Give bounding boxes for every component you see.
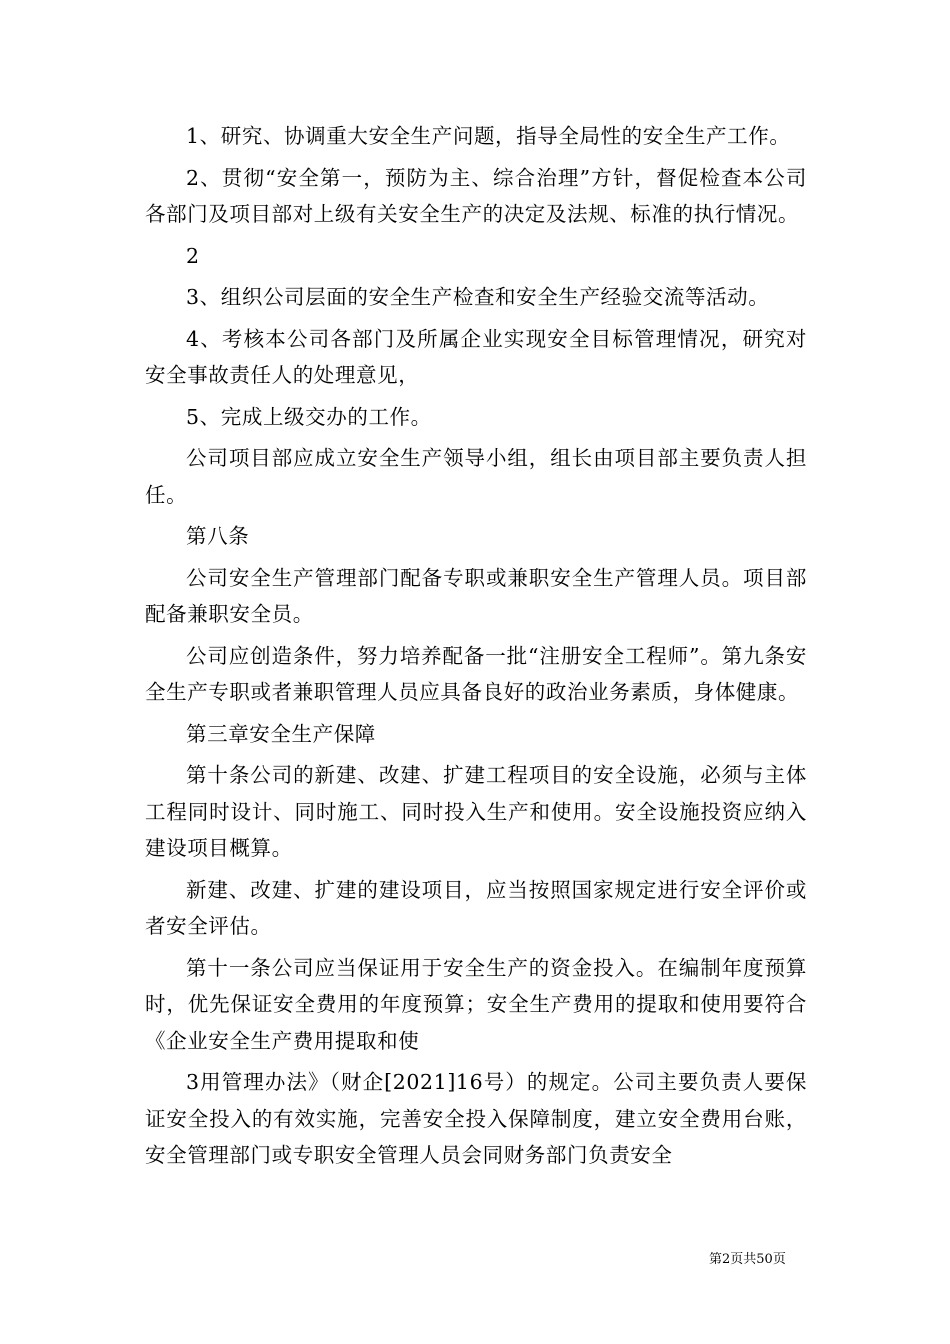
paragraph: 公司项目部应成立安全生产领导小组，组长由项目部主要负责人担任。: [145, 446, 807, 507]
paragraph: 4、考核本公司各部门及所属企业实现安全目标管理情况，研究对安全事故责任人的处理意见，: [145, 326, 807, 387]
page-number: 第2页共50页: [709, 1252, 786, 1267]
paragraph: 新建、改建、扩建的建设项目，应当按照国家规定进行安全评价或者安全评估。: [145, 877, 807, 938]
paragraph: 2: [186, 243, 200, 268]
chapter-heading: 第三章安全生产保障: [186, 721, 376, 746]
paragraph: 公司安全生产管理部门配备专职或兼职安全生产管理人员。项目部配备兼职安全员。: [145, 565, 807, 626]
paragraph: 1、研究、协调重大安全生产问题，指导全局性的安全生产工作。: [186, 124, 791, 148]
paragraph: 第十一条公司应当保证用于安全生产的资金投入。在编制年度预算时，优先保证安全费用的年度预算；安全生产费用的提取和使用要符合《企业安全生产费用提取和使: [145, 955, 807, 1053]
document-body: [145, 118, 807, 1179]
paragraph: 5、完成上级交办的工作。: [186, 404, 432, 429]
paragraph: 2、贯彻“安全第一，预防为主、综合治理”方针，督促检查本公司各部门及项目部对上级有关安全生产的决定及法规、标准的执行情况。: [145, 165, 807, 226]
paragraph: 公司应创造条件，努力培养配备一批“注册安全工程师”。第九条安全生产专职或者兼职管理人员应具备良好的政治业务素质，身体健康。: [145, 643, 807, 704]
paragraph: 3、组织公司层面的安全生产检查和安全生产经验交流等活动。: [186, 285, 770, 309]
paragraph: 第十条公司的新建、改建、扩建工程项目的安全设施，必须与主体工程同时设计、同时施工、同时投入生产和使用。安全设施投资应纳入建设项目概算。: [145, 763, 807, 860]
article-heading: 第八条: [186, 524, 250, 548]
paragraph: 3用管理办法》（财企[2021]16号）的规定。公司主要负责人要保证安全投入的有效实施，完善安全投入保障制度，建立安全费用台账，安全管理部门或专职安全管理人员会同财务部门负责安全: [145, 1070, 807, 1167]
